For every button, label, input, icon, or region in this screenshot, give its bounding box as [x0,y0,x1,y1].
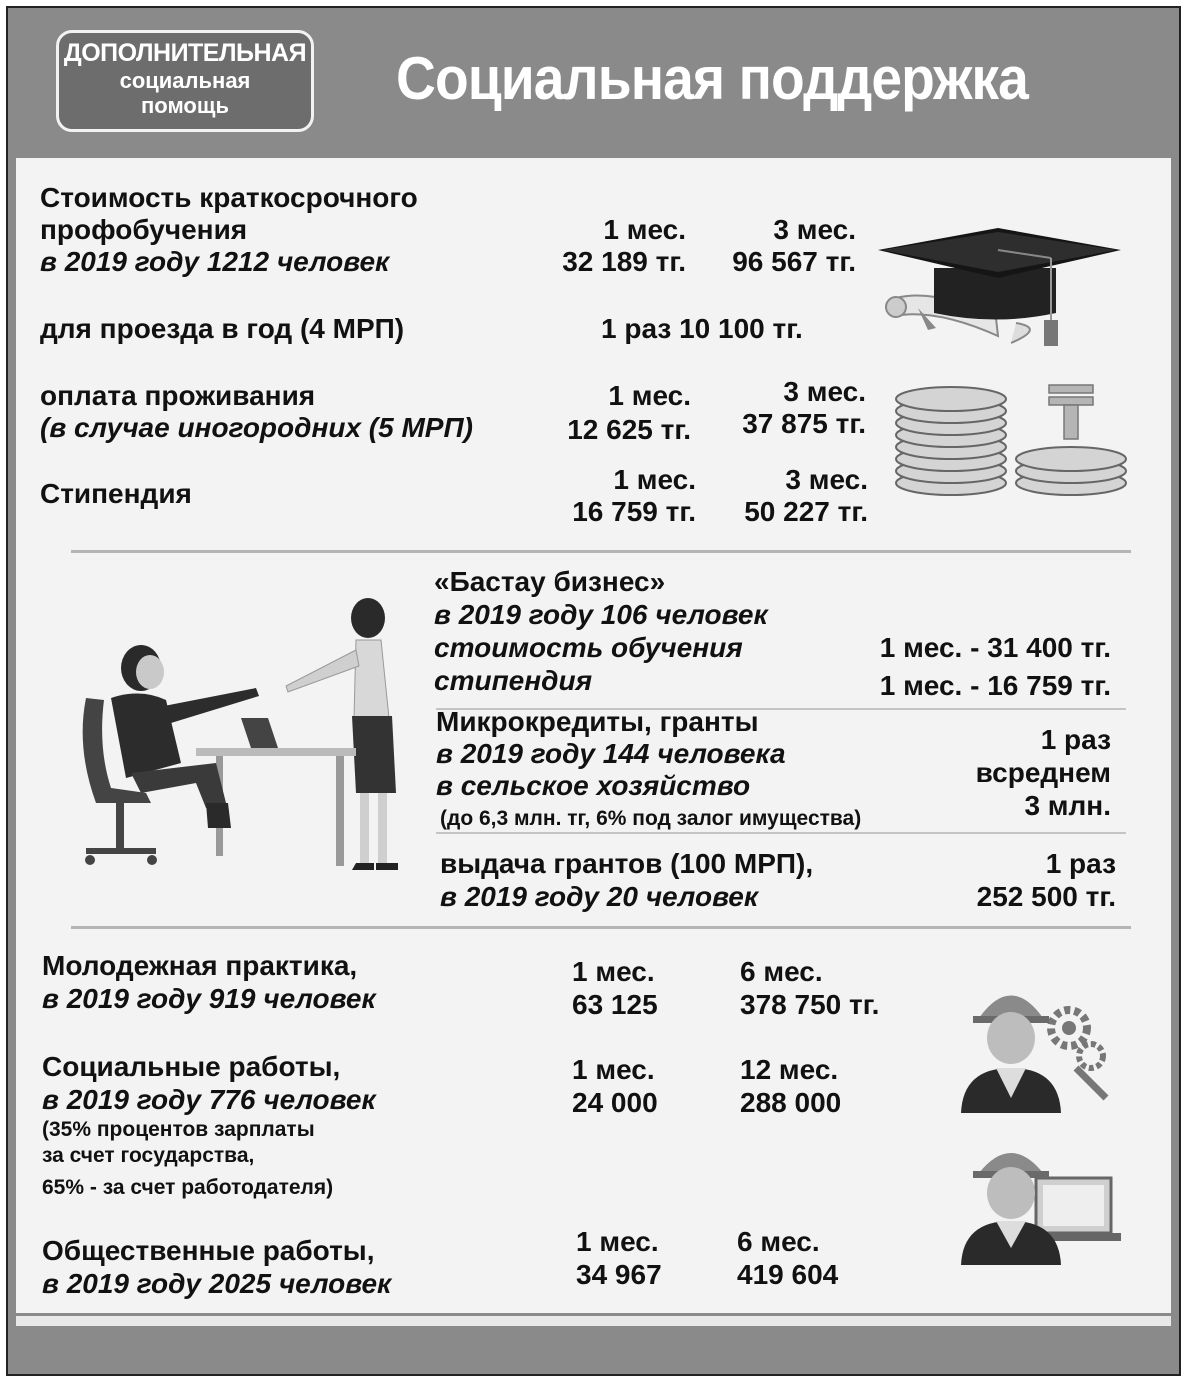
badge-line-2: социальная [119,68,251,93]
housing-col1-amount: 12 625 тг. [567,414,691,445]
bottom-strip [16,1316,1171,1326]
micro-value-2: всреднем [975,757,1111,788]
housing-col1-period: 1 мес. [608,380,691,411]
public-title: Общественные работы, [42,1235,375,1266]
header-bar [8,8,1179,150]
travel-label: для проезда в год (4 МРП) [40,313,405,344]
stipend-col1-amount: 16 759 тг. [572,496,696,527]
training-col1-amount: 32 189 тг. [562,246,686,277]
page-title: Социальная поддержка [396,45,1028,112]
office-handshake-illustration [56,588,406,898]
grants-title: выдача грантов (100 МРП), [440,848,814,879]
bastau-stipend-label: стипендия [434,665,593,696]
housing-col2-amount: 37 875 тг. [742,408,866,439]
badge-line-1: ДОПОЛНИТЕЛЬНАЯ [63,39,307,67]
grants-people: в 2019 году 20 человек [440,881,759,912]
social-col2-amount: 288 000 [740,1087,842,1118]
training-col2-period: 3 мес. [773,214,856,245]
stipend-label: Стипендия [40,478,192,509]
social-note-1: (35% процентов зарплаты [42,1118,315,1141]
public-col1-amount: 34 967 [576,1259,662,1290]
social-note-3: 65% - за счет работодателя) [42,1176,334,1199]
divider-4 [71,926,1131,929]
housing-col2-period: 3 мес. [783,376,866,407]
public-people: в 2019 году 2025 человек [42,1268,392,1299]
bastau-cost-label: стоимость обучения [434,632,743,663]
public-col2-amount: 419 604 [737,1259,839,1290]
stipend-col1-period: 1 мес. [613,464,696,495]
bastau-stipend-value: 1 мес. - 16 759 тг. [879,670,1111,701]
grants-value-2: 252 500 тг. [976,881,1116,912]
social-note-2: за счет государства, [42,1144,255,1167]
micro-value-3: 3 млн. [1024,790,1111,821]
youth-col2-period: 6 мес. [740,956,823,987]
grants-value-1: 1 раз [1045,848,1116,879]
social-col1-period: 1 мес. [572,1054,655,1085]
infographic-frame [6,6,1181,1376]
content-panel [16,158,1171,1313]
micro-value-1: 1 раз [1040,724,1111,755]
divider-3 [436,832,1126,834]
social-col2-period: 12 мес. [740,1054,839,1085]
training-col1-period: 1 мес. [603,214,686,245]
social-people: в 2019 году 776 человек [42,1084,376,1115]
public-col1-period: 1 мес. [576,1226,659,1257]
housing-note: (в случае иногородних (5 МРП) [40,412,473,443]
bastau-title: «Бастау бизнес» [434,566,666,597]
training-title-1: Стоимость краткосрочного [40,182,418,213]
training-title-2: профобучения [40,214,248,245]
micro-people: в 2019 году 144 человека [436,738,786,769]
worker-gears-icon [951,978,1121,1118]
divider-1 [71,550,1131,553]
micro-note: (до 6,3 млн. тг, 6% под залог имущества) [440,807,862,830]
public-col2-period: 6 мес. [737,1226,820,1257]
stipend-col2-period: 3 мес. [785,464,868,495]
social-title: Социальные работы, [42,1051,341,1082]
bastau-cost-value: 1 мес. - 31 400 тг. [879,632,1111,663]
graduation-cap-icon [876,228,1136,353]
worker-computer-icon [951,1143,1121,1268]
bastau-people: в 2019 году 106 человек [434,599,768,630]
training-people: в 2019 году 1212 человек [40,246,390,277]
youth-people: в 2019 году 919 человек [42,983,376,1014]
youth-col1-period: 1 мес. [572,956,655,987]
training-col2-amount: 96 567 тг. [732,246,856,277]
youth-col2-amount: 378 750 тг. [740,989,880,1020]
badge-line-3: помощь [141,93,229,118]
micro-title: Микрокредиты, гранты [436,706,759,737]
coins-tenge-icon [891,383,1141,503]
stipend-col2-amount: 50 227 тг. [744,496,868,527]
housing-label: оплата проживания [40,380,316,411]
social-col1-amount: 24 000 [572,1087,658,1118]
travel-value: 1 раз 10 100 тг. [601,313,803,344]
youth-col1-amount: 63 125 [572,989,658,1020]
micro-sector: в сельское хозяйство [436,770,751,801]
youth-title: Молодежная практика, [42,950,358,981]
header-badge [56,30,314,132]
